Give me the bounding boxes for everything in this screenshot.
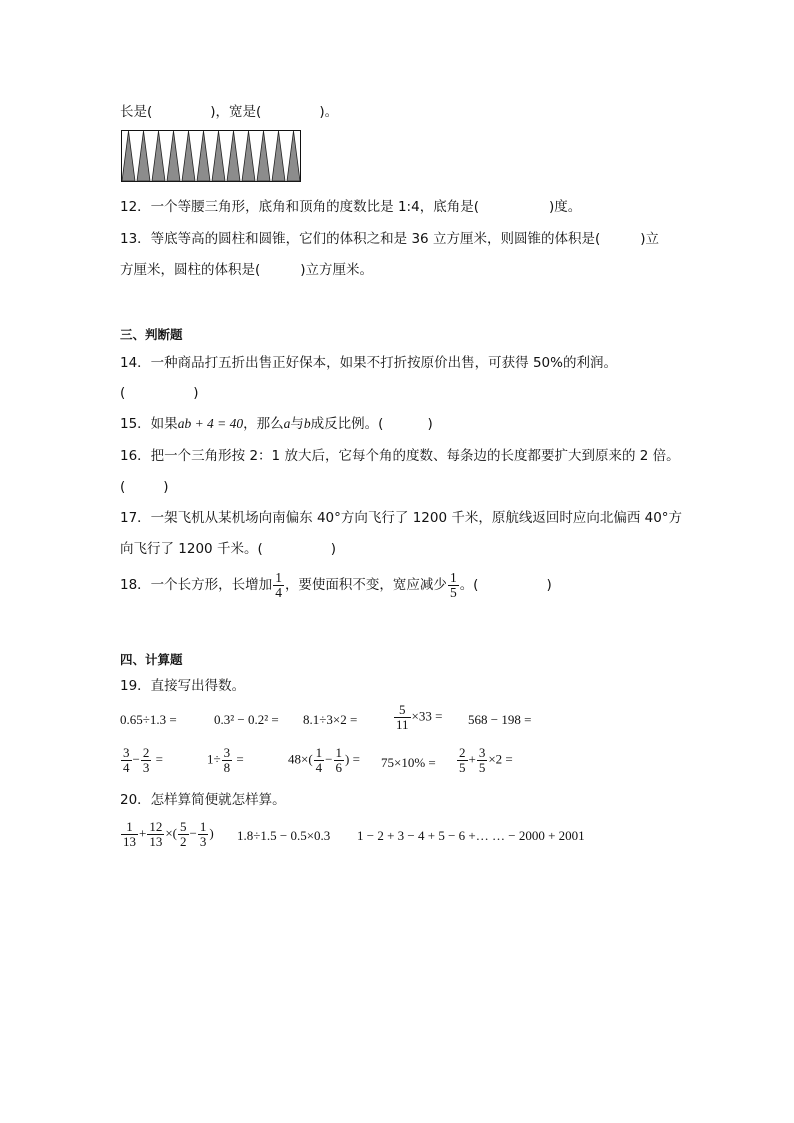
q18-text-b: ，要使面积不变，宽应减少 [284,577,447,593]
question-14: 14．一种商品打五折出售正好保本，如果不打折按原价出售，可获得 50%的利润。 [120,355,617,371]
q16-paren-close: ) [163,479,169,495]
calc-19-8: 48×( $\frac{1}{4}$ − $\frac{1}{6}$ ) = [288,745,360,775]
question-17-line1: 17．一架飞机从某机场向南偏东 40°方向飞行了 1200 千米，原航线返回时应向北偏西 40°方 [120,510,683,526]
q18-end: ) [546,577,552,593]
q17-line2-text: 向飞行了 1200 千米。( [120,541,263,557]
q15-suffix: 成反比例。( [310,416,384,432]
section-3-title: 三、判断题 [120,327,183,342]
question-12 [120,197,581,217]
q12-end: )度。 [548,199,582,215]
q13-text: 13．等底等高的圆柱和圆锥，它们的体积之和是 36 立方厘米，则圆锥的体积是( [120,231,601,247]
q15-equation: ab + 4 = 40 [177,416,244,431]
q18-fraction-one-fifth: $\frac{1}{5}$ [449,569,457,600]
q13-line2-end: )立方厘米。 [300,262,374,278]
q18-fraction-one-quarter: $\frac{1}{4}$ [275,569,282,600]
question-16: 16．把一个三角形按 2：1 放大后，它每个角的度数、每条边的长度都要扩大到原来的 2 倍。 [120,448,680,464]
calc-20-3: 1 − 2 + 3 − 4 + 5 − 6 +… … − 2000 + 2001 [357,828,585,843]
calc-20-1: $\frac{1}{13}$ + $\frac{12}{13}$ ×( $\frac{5}{2}$ − $\frac{1}{3}$ ) [123,819,214,849]
q15-prefix: 15．如果 [120,416,178,432]
calc-19-6: $\frac{3}{4}$ − $\frac{2}{3}$ = [123,745,163,775]
q14-paren-close: ) [193,385,199,401]
calc-19-2: 0.3² − 0.2² = [214,712,279,727]
question-20-title: 20．怎样算简便就怎样算。 [120,792,286,808]
q15-then: ，那么 [243,416,284,432]
q11-length-label: 长是( [120,104,153,120]
calc-19-1: 0.65÷1.3 = [120,712,177,727]
question-13-line2 [120,260,373,280]
q16-paren-open: ( [120,479,126,495]
section-4-title: 四、计算题 [120,652,183,667]
q15-end: ) [427,416,433,432]
q15-var-a: a [283,416,291,431]
calc-19-9: 75×10% = [381,755,436,770]
q17-end: ) [330,541,336,557]
calc-19-5: 568 − 198 = [468,712,532,727]
q14-paren-open: ( [120,385,126,401]
calc-19-10: $\frac{2}{5}$ + $\frac{3}{5}$ ×2 = [459,745,513,775]
q11-answer-line [120,102,338,122]
q13-line1-end: )立 [640,231,659,247]
q11-width-label: )，宽是( [210,104,262,120]
q15-and: 与 [290,416,304,432]
calc-19-7: 1÷ $\frac{3}{8}$ = [207,745,244,775]
question-18 [120,570,552,600]
question-17-line2 [120,539,336,559]
question-19-title: 19．直接写出得数。 [120,678,246,694]
q11-end: )。 [319,104,339,120]
q14-answer-line [120,383,199,403]
calc-19-4: $\frac{5}{11}$ ×33 = [396,702,443,732]
question-13-line1 [120,229,659,249]
q18-text-a: 18．一个长方形，长增加 [120,577,273,593]
calc-20-2: 1.8÷1.5 − 0.5×0.3 [237,828,331,843]
calc-19-3: 8.1÷3×2 = [303,712,358,727]
q13-line2-text: 方厘米，圆柱的体积是( [120,262,261,278]
calc-19-4-fraction: $\frac{5}{11}$ [396,702,409,732]
q18-text-c: 。( [459,577,479,593]
triangle-strip-figure [121,130,301,182]
question-15 [120,414,433,434]
q16-answer-line [120,477,169,497]
q12-text: 12．一个等腰三角形，底角和顶角的度数比是 1:4，底角是( [120,199,479,215]
q15-var-b: b [303,416,311,431]
